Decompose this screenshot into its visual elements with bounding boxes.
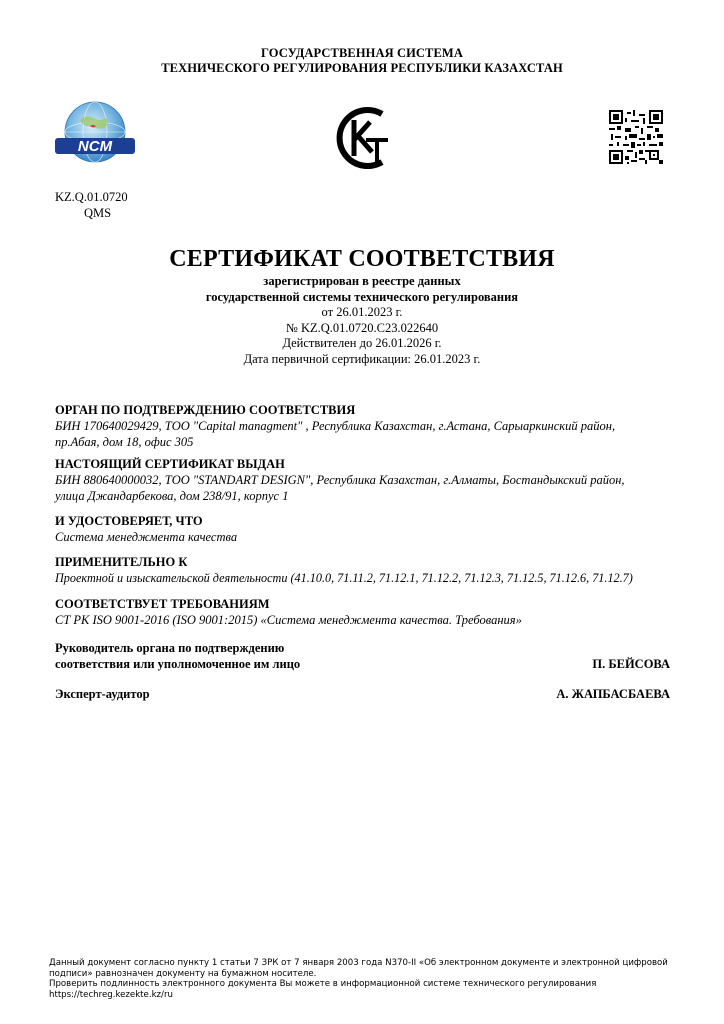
registration-number: KZ.Q.01.0720: [55, 190, 128, 204]
signature-expert: [55, 686, 670, 702]
legal-footer: [49, 958, 669, 1001]
footer-line: Данный документ согласно пункту 1 статьи 7 ЗРК от 7 января 2003 года N370-II «Об электронном документе и электронной цифровой: [49, 958, 668, 968]
signature-expert-label: Эксперт-аудитор: [55, 687, 150, 701]
registration-date: от 26.01.2023 г.: [321, 305, 403, 319]
section-text: пр.Абая, дом 18, офис 305: [55, 435, 194, 449]
signature-head-label: соответствия или уполномоченное им лицо: [55, 657, 301, 671]
section-text: Проектной и изыскательской деятельности (41.10.0, 71.11.2, 71.12.1, 71.12.2, 71.12.3, 71.12.5, 71.12.6, 71.12.7): [55, 571, 633, 585]
subtitle-line-1: зарегистрирован в реестре данных: [263, 274, 461, 288]
registration-scheme: QMS: [84, 206, 112, 220]
section-text: БИН 170640029429, ТОО "Capital managment" , Республика Казахстан, г.Астана, Сарыаркинский район,: [55, 419, 616, 433]
footer-line: Проверить подлинность электронного документа Вы можете в информационной системе технического регулирования: [49, 979, 597, 990]
section-certifies: [55, 513, 675, 545]
valid-until: Действителен до 26.01.2026 г.: [282, 336, 442, 350]
certificate-subtitle: [0, 274, 724, 367]
section-heading: ОРГАН ПО ПОДТВЕРЖДЕНИЮ СООТВЕТСТВИЯ: [55, 403, 356, 417]
signature-head-label: Руководитель органа по подтверждению: [55, 641, 285, 655]
header-line-1: ГОСУДАРСТВЕННАЯ СИСТЕМА: [261, 46, 463, 60]
section-heading: СООТВЕТСТВУЕТ ТРЕБОВАНИЯМ: [55, 597, 270, 611]
section-text: Система менеджмента качества: [55, 530, 238, 544]
signature-expert-name: А. ЖАПБАСБАЕВА: [556, 687, 670, 701]
certificate-title: СЕРТИФИКАТ СООТВЕТСТВИЯ: [169, 246, 555, 272]
verification-link[interactable]: https://techreg.kezekte.kz/ru: [49, 990, 173, 1001]
signature-head: [55, 640, 670, 672]
signature-head-name: П. БЕЙСОВА: [592, 657, 670, 671]
section-text: улица Джандарбекова, дом 238/91, корпус 1: [55, 489, 289, 503]
section-text: БИН 880640000032, ТОО "STANDART DESIGN", Республика Казахстан, г.Алматы, Бостандыкский район,: [55, 473, 625, 487]
ncm-logo-text: NCM: [77, 138, 113, 155]
subtitle-line-2: государственной системы технического регулирования: [205, 289, 519, 304]
section-certification-body: [55, 402, 675, 450]
footer-line: подписи» равнозначен документу на бумажном носителе.: [49, 968, 317, 979]
header-line-2: ТЕХНИЧЕСКОГО РЕГУЛИРОВАНИЯ РЕСПУБЛИКИ КАЗАХСТАН: [161, 61, 563, 75]
ncm-logo: [50, 100, 140, 170]
section-heading: И УДОСТОВЕРЯЕТ, ЧТО: [55, 514, 203, 528]
section-issued-to: [55, 456, 675, 504]
first-certification-date: Дата первичной сертификации: 26.01.2023 г.: [243, 351, 481, 366]
section-applies-to: [55, 554, 675, 586]
certificate-number: № KZ.Q.01.0720.C23.022640: [285, 320, 439, 335]
conformity-mark-icon: [330, 102, 398, 174]
section-heading: ПРИМЕНИТЕЛЬНО К: [55, 555, 188, 569]
section-complies: [55, 596, 675, 628]
section-heading: НАСТОЯЩИЙ СЕРТИФИКАТ ВЫДАН: [55, 457, 285, 471]
document-header: [0, 46, 724, 76]
qr-code-icon: [609, 110, 663, 164]
registration-code: [55, 189, 128, 221]
section-text: СТ РК ISO 9001-2016 (ISO 9001:2015) «Система менеджмента качества. Требования»: [55, 613, 522, 627]
